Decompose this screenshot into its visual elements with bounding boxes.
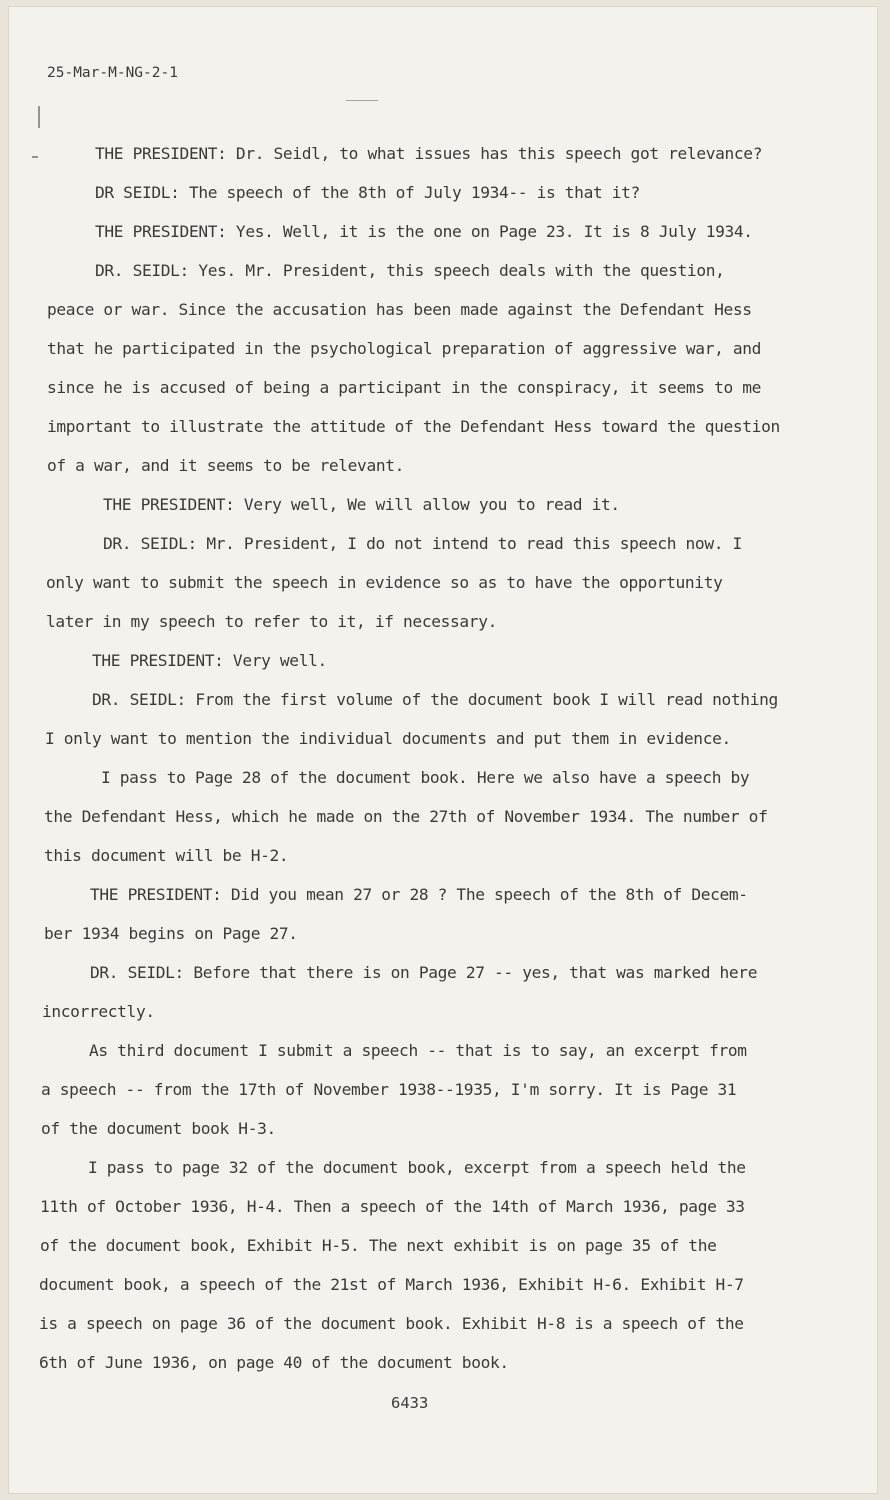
text-line: DR. SEIDL: Yes. Mr. President, this speech deals with the question, bbox=[95, 261, 725, 280]
text-line: this document will be H-2. bbox=[44, 846, 289, 865]
text-line: important to illustrate the attitude of the Defendant Hess toward the question bbox=[47, 417, 780, 436]
text-line: I only want to mention the individual documents and put them in evidence. bbox=[45, 729, 731, 748]
document-page bbox=[8, 6, 878, 1494]
text-line: THE PRESIDENT: Very well, We will allow you to read it. bbox=[103, 495, 620, 514]
top-rule-mark bbox=[346, 100, 378, 101]
text-line: DR SEIDL: The speech of the 8th of July 1934-- is that it? bbox=[95, 183, 640, 202]
text-line: of the document book H-3. bbox=[41, 1119, 276, 1138]
document-reference: 25-Mar-M-NG-2-1 bbox=[47, 65, 178, 81]
text-line: of the document book, Exhibit H-5. The next exhibit is on page 35 of the bbox=[40, 1236, 717, 1255]
text-line: document book, a speech of the 21st of March 1936, Exhibit H-6. Exhibit H-7 bbox=[39, 1275, 744, 1294]
text-line: a speech -- from the 17th of November 1938--1935, I'm sorry. It is Page 31 bbox=[41, 1080, 737, 1099]
text-line: ber 1934 begins on Page 27. bbox=[44, 924, 298, 943]
text-line: since he is accused of being a participant in the conspiracy, it seems to me bbox=[47, 378, 762, 397]
text-line: peace or war. Since the accusation has been made against the Defendant Hess bbox=[47, 300, 752, 319]
text-line: I pass to page 32 of the document book, excerpt from a speech held the bbox=[88, 1158, 746, 1177]
margin-mark bbox=[38, 106, 40, 128]
text-line: THE PRESIDENT: Dr. Seidl, to what issues has this speech got relevance? bbox=[95, 144, 763, 163]
text-line: later in my speech to refer to it, if necessary. bbox=[46, 612, 497, 631]
page-number: 6433 bbox=[391, 1394, 429, 1412]
text-line: incorrectly. bbox=[42, 1002, 155, 1021]
text-line: I pass to Page 28 of the document book. Here we also have a speech by bbox=[101, 768, 750, 787]
text-line: DR. SEIDL: Mr. President, I do not intend to read this speech now. I bbox=[103, 534, 742, 553]
text-line: 11th of October 1936, H-4. Then a speech of the 14th of March 1936, page 33 bbox=[40, 1197, 745, 1216]
text-line: As third document I submit a speech -- that is to say, an excerpt from bbox=[89, 1041, 747, 1060]
text-line: DR. SEIDL: From the first volume of the document book I will read nothing bbox=[92, 690, 778, 709]
bullet-mark bbox=[32, 156, 38, 158]
text-line: that he participated in the psychological preparation of aggressive war, and bbox=[47, 339, 762, 358]
text-line: the Defendant Hess, which he made on the 27th of November 1934. The number of bbox=[44, 807, 768, 826]
text-line: is a speech on page 36 of the document book. Exhibit H-8 is a speech of the bbox=[39, 1314, 744, 1333]
text-line: 6th of June 1936, on page 40 of the document book. bbox=[39, 1353, 509, 1372]
text-line: THE PRESIDENT: Yes. Well, it is the one on Page 23. It is 8 July 1934. bbox=[95, 222, 753, 241]
text-line: THE PRESIDENT: Did you mean 27 or 28 ? The speech of the 8th of Decem- bbox=[90, 885, 748, 904]
text-line: only want to submit the speech in evidence so as to have the opportunity bbox=[46, 573, 723, 592]
text-line: THE PRESIDENT: Very well. bbox=[92, 651, 327, 670]
text-line: DR. SEIDL: Before that there is on Page 27 -- yes, that was marked here bbox=[90, 963, 758, 982]
text-line: of a war, and it seems to be relevant. bbox=[47, 456, 405, 475]
